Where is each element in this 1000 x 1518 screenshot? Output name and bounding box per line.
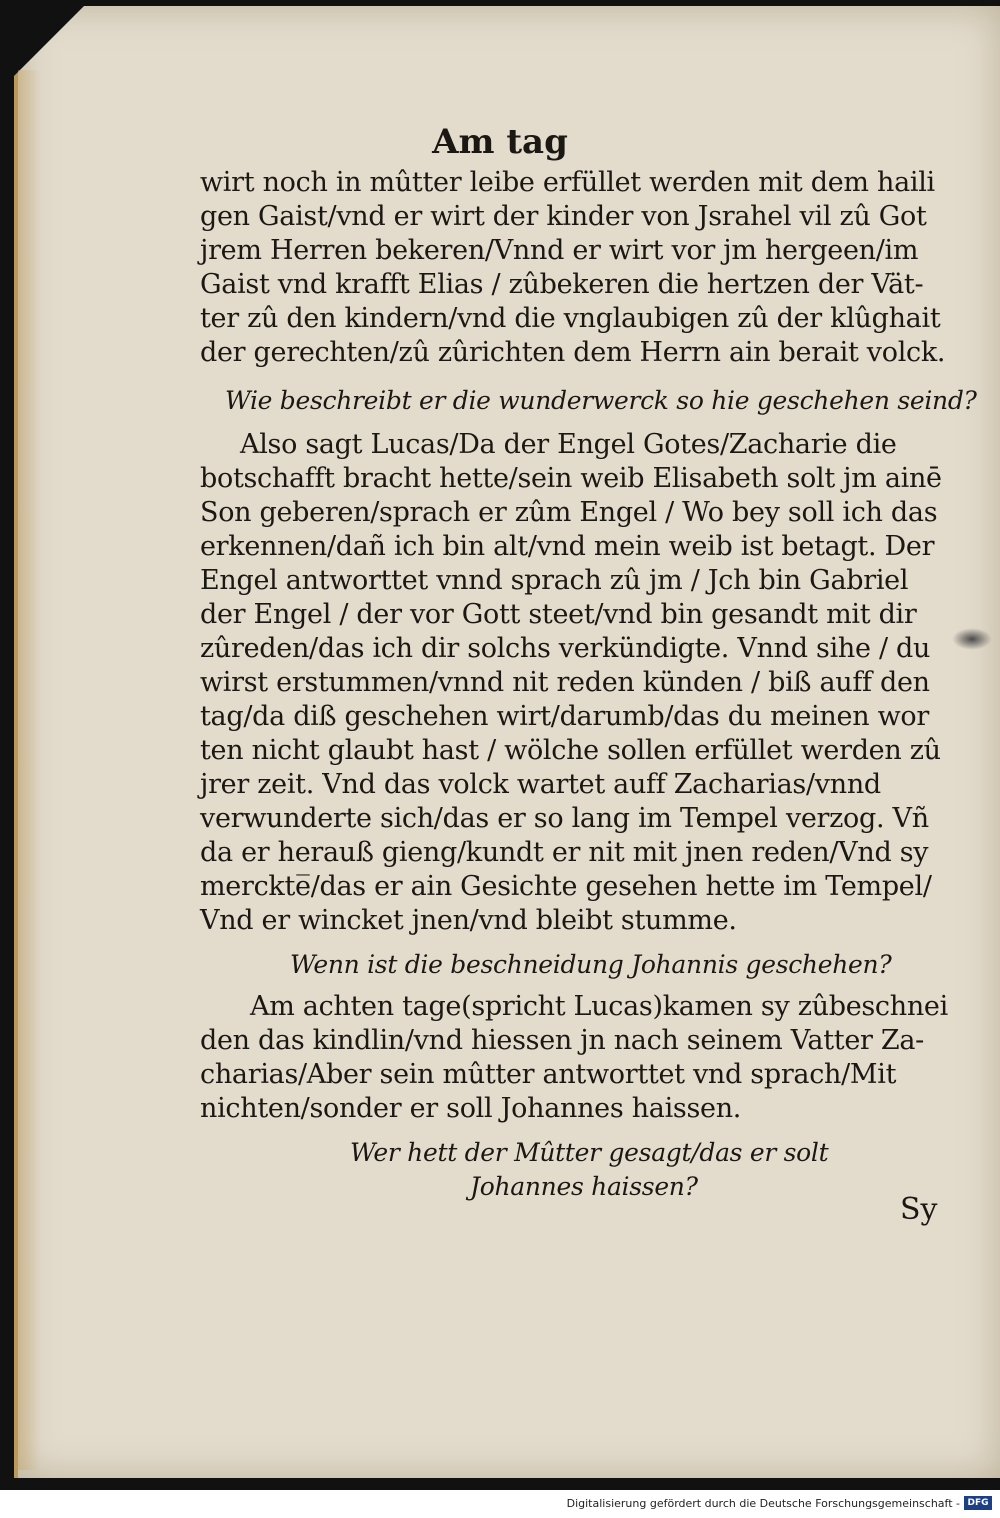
text-line: merckte̅/das er ain Gesichte gesehen hette im Tempel/ — [200, 871, 932, 902]
running-header: Am tag — [432, 122, 568, 162]
question-heading: Wenn ist die beschneidung Johannis geschehen? — [290, 950, 892, 979]
text-line: wirst erstummen/vnnd nit reden künden / biß auff den — [200, 667, 930, 698]
text-line: Also sagt Lucas/Da der Engel Gotes/Zacharie die — [240, 429, 897, 460]
text-line: verwunderte sich/das er so lang im Tempel verzog. Vñ — [200, 803, 929, 834]
text-line: tag/da diß geschehen wirt/darumb/das du meinen wor — [200, 701, 929, 732]
text-line: zûreden/das ich dir solchs verkündigte. Vnnd sihe / du — [200, 633, 931, 664]
text-line: Am achten tage(spricht Lucas)kamen sy zûbeschnei — [250, 991, 948, 1022]
text-line: den das kindlin/vnd hiessen jn nach seinem Vatter Za- — [200, 1025, 924, 1056]
text-line: jrem Herren bekeren/Vnnd er wirt vor jm hergeen/im — [200, 235, 919, 266]
text-line: Gaist vnd krafft Elias / zûbekeren die hertzen der Vät- — [200, 269, 924, 300]
text-line: jrer zeit. Vnd das volck wartet auff Zacharias/vnnd — [200, 769, 881, 800]
text-line: ter zû den kindern/vnd die vnglaubigen zû der klûghait — [200, 303, 941, 334]
text-line: Engel antworttet vnnd sprach zû jm / Jch bin Gabriel — [200, 565, 909, 596]
question-heading: Wie beschreibt er die wunderwerck so hie geschehen seind? — [225, 386, 977, 415]
question-heading: Wer hett der Mûtter gesagt/das er solt — [350, 1138, 829, 1167]
text-line: ten nicht glaubt hast / wölche sollen erfüllet werden zû — [200, 735, 941, 766]
text-line: botschafft bracht hette/sein weib Elisabeth solt jm ainē — [200, 463, 942, 494]
question-heading: Johannes haissen? — [470, 1172, 698, 1201]
text-line: nichten/sonder er soll Johannes haissen. — [200, 1093, 742, 1124]
text-line: Son geberen/sprach er zûm Engel / Wo bey soll ich das — [200, 497, 938, 528]
catchword: Sy — [900, 1192, 938, 1227]
text-line: da er herauß gieng/kundt er nit mit jnen reden/Vnd sy — [200, 837, 929, 868]
text-line: charias/Aber sein mûtter antworttet vnd sprach/Mit — [200, 1059, 897, 1090]
text-line: Vnd er wincket jnen/vnd bleibt stumme. — [200, 905, 737, 936]
dfg-logo: DFG — [964, 1496, 992, 1510]
funding-notice: Digitalisierung gefördert durch die Deutsche Forschungsgemeinschaft - — [566, 1497, 960, 1510]
text-line: gen Gaist/vnd er wirt der kinder von Jsrahel vil zû Got — [200, 201, 927, 232]
text-line: wirt noch in mûtter leibe erfüllet werden mit dem haili — [200, 167, 935, 198]
text-line: erkennen/dañ ich bin alt/vnd mein weib ist betagt. Der — [200, 531, 935, 562]
text-line: der Engel / der vor Gott steet/vnd bin gesandt mit dir — [200, 599, 917, 630]
text-line: der gerechten/zû zûrichten dem Herrn ain berait volck. — [200, 337, 946, 368]
